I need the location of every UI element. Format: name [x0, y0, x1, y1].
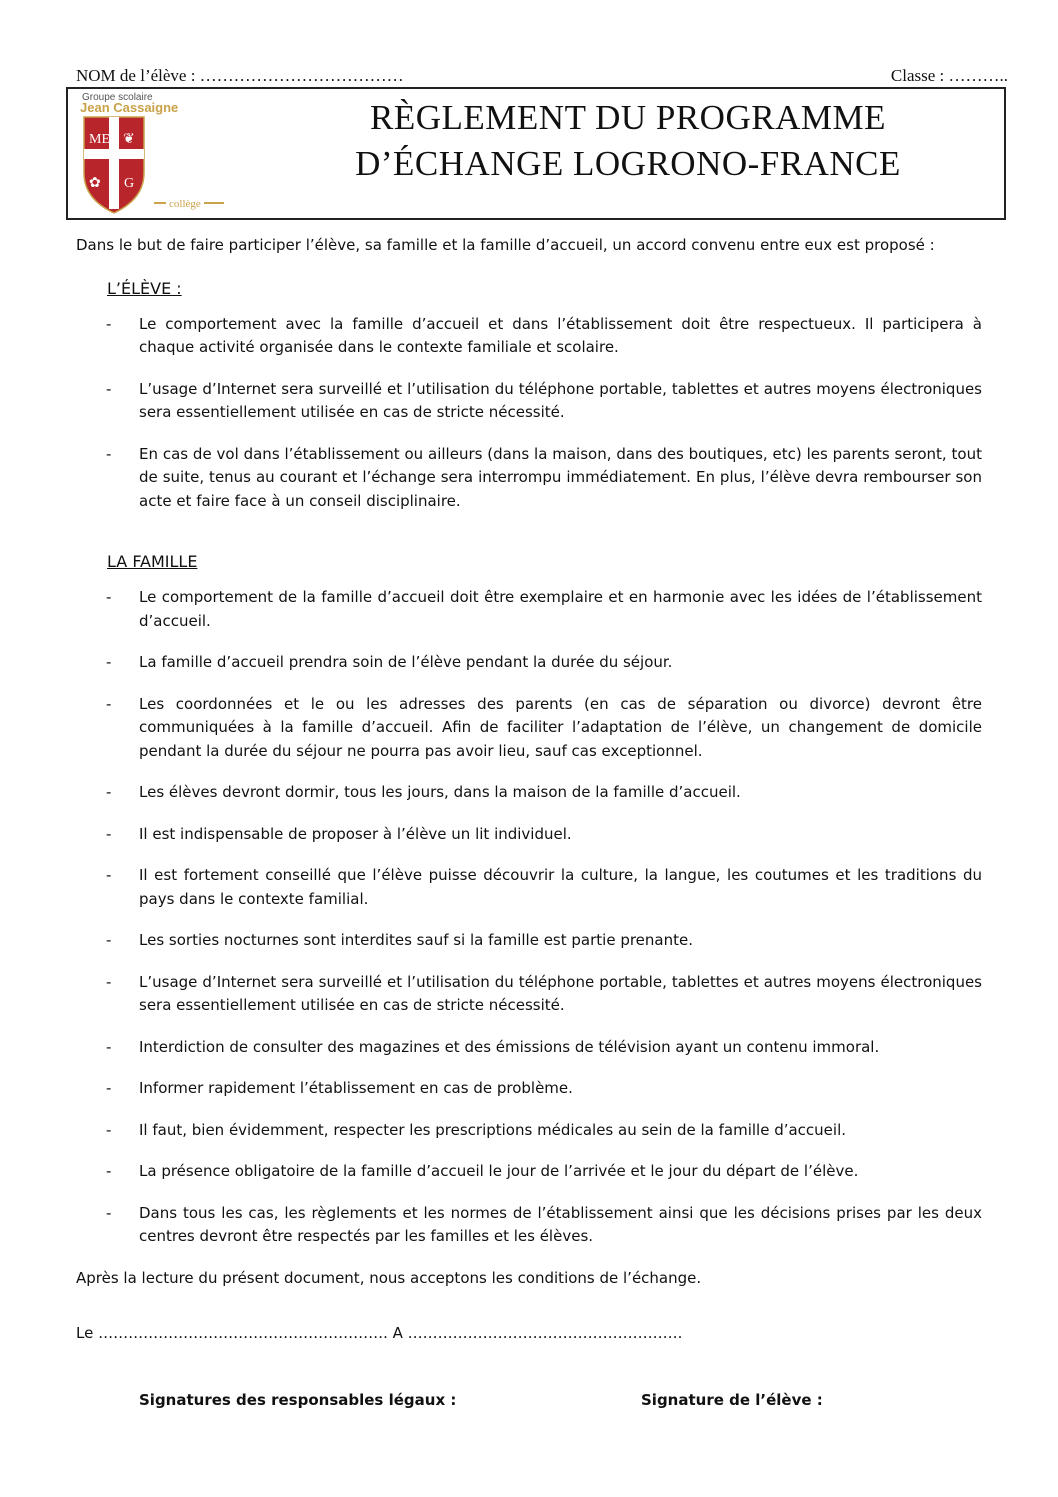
list-item: - La famille d’accueil prendra soin de l’élève pendant la durée du séjour.: [106, 653, 673, 671]
list-item: - La présence obligatoire de la famille d’accueil le jour de l’arrivée et le jour du départ de l’élève.: [106, 1162, 859, 1180]
list-item: - Le comportement de la famille d’accueil doit être exemplaire et en harmonie avec les idées de l’établissement d’accueil.: [106, 588, 982, 630]
list-item: - Il est fortement conseillé que l’élève puisse découvrir la culture, la langue, les coutumes et les traditions du pays dans le contexte familial.: [106, 866, 982, 908]
logo-bottom-text: collège: [169, 198, 201, 210]
list-item: - Interdiction de consulter des magazines et des émissions de télévision ayant un contenu immoral.: [106, 1037, 880, 1056]
class-field: Classe : ………..: [890, 66, 1008, 85]
date-place-line: Le …………………………………………………. A ……………………………………………….: [76, 1324, 683, 1342]
section-title-student: L’ÉLÈVE :: [107, 278, 182, 298]
svg-text:❦: ❦: [123, 132, 135, 147]
student-signature-label: Signature de l’élève :: [641, 1391, 823, 1409]
list-item: - Les sorties nocturnes sont interdites sauf si la famille est partie prenante.: [106, 931, 693, 949]
parents-signature-label: Signatures des responsables légaux :: [139, 1391, 457, 1409]
svg-text:✿: ✿: [89, 176, 101, 191]
list-item: - Le comportement avec la famille d’accueil et dans l’établissement doit être respectueux. Il participera à chaque activité organisée dans le contexte familiale et scolaire.: [106, 314, 982, 356]
list-item: - Les élèves devront dormir, tous les jours, dans la maison de la famille d’accueil.: [106, 783, 741, 801]
list-item: - L’usage d’Internet sera surveillé et l’utilisation du téléphone portable, tablettes et autres moyens électroniques sera essentiellement utilisée en cas de stricte nécessité.: [106, 972, 982, 1014]
acceptance-statement: Après la lecture du présent document, nous acceptons les conditions de l’échange.: [76, 1268, 702, 1287]
school-logo: [78, 91, 228, 215]
cross-horizontal-icon: [84, 149, 144, 159]
title-line-2: D’ÉCHANGE LOGRONO-FRANCE: [355, 144, 901, 183]
section-title-family: LA FAMILLE: [107, 552, 198, 571]
intro-paragraph: Dans le but de faire participer l’élève, sa famille et la famille d’accueil, un accord convenu entre eux est proposé :: [76, 236, 935, 254]
cross-vertical-icon: [109, 117, 119, 209]
logo-name-text: Jean Cassaigne: [80, 100, 179, 115]
list-item: - En cas de vol dans l’établissement ou ailleurs (dans la maison, dans des boutiques, etc) les parents seront, tout de suite, tenus au courant et l’échange sera interrompu immédiatement. En plus, l’élève devra rembourser son acte et faire face à un conseil disciplinaire.: [106, 444, 982, 510]
list-item: - L’usage d’Internet sera surveillé et l’utilisation du téléphone portable, tablettes et autres moyens électroniques sera essentiellement utilisée en cas de stricte nécessité.: [106, 379, 982, 421]
page-title: [258, 95, 998, 187]
logo-top-text: Groupe scolaire: [82, 92, 153, 103]
list-item: - Il faut, bien évidemment, respecter les prescriptions médicales au sein de la famille d’accueil.: [106, 1120, 847, 1139]
student-name-field: NOM de l’élève : ………………………………: [76, 66, 404, 85]
list-item: - Il est indispensable de proposer à l’élève un lit individuel.: [106, 824, 572, 843]
list-item: - Informer rapidement l’établissement en cas de problème.: [106, 1079, 573, 1097]
student-info-line: [68, 66, 1008, 88]
title-line-1: RÈGLEMENT DU PROGRAMME: [370, 98, 886, 137]
rules-body: [76, 234, 982, 1346]
list-item: - Dans tous les cas, les règlements et les normes de l’établissement ainsi que les décisions prises par les deux centres devront être respectés par les familles et les élèves.: [106, 1203, 982, 1245]
list-item: - Les coordonnées et le ou les adresses des parents (en cas de séparation ou divorce) devront être communiquées à la famille d’accueil. Afin de faciliter l’adaptation de l’élève, un changement de domicile pendant la durée du séjour ne pourra pas avoir lieu, sauf cas exceptionnel.: [106, 694, 982, 760]
svg-text:G: G: [124, 176, 135, 191]
svg-text:ME: ME: [89, 132, 110, 147]
document-header: [66, 87, 1006, 220]
